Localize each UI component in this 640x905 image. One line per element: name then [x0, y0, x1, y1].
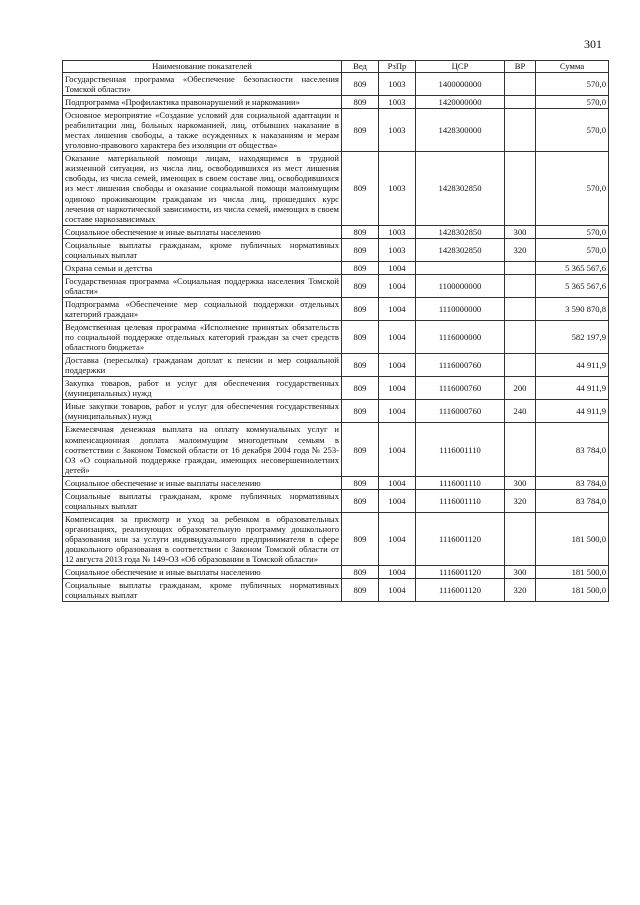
row-sum-cell: 5 365 567,6 — [536, 274, 609, 297]
row-csr-cell: 1428302850 — [416, 225, 505, 238]
row-csr-cell: 1428302850 — [416, 238, 505, 261]
row-ved-cell: 809 — [342, 377, 379, 400]
row-ved-cell: 809 — [342, 579, 379, 602]
row-sum-cell: 181 500,0 — [536, 566, 609, 579]
row-csr-cell: 1116000760 — [416, 400, 505, 423]
row-ved-cell: 809 — [342, 354, 379, 377]
row-vr-cell: 320 — [505, 579, 536, 602]
row-sum-cell: 570,0 — [536, 238, 609, 261]
table-row — [63, 579, 609, 602]
row-csr-cell: 1116000760 — [416, 377, 505, 400]
page-number: 301 — [584, 37, 602, 51]
row-csr-cell: 1110000000 — [416, 297, 505, 320]
budget-table — [62, 60, 609, 602]
table-row — [63, 261, 609, 274]
row-name-cell: Социальное обеспечение и иные выплаты населению — [63, 566, 342, 579]
row-name-cell: Подпрограмма «Профилактика правонарушений и наркомании» — [63, 96, 342, 109]
table-row — [63, 109, 609, 152]
row-rzpr-cell: 1003 — [379, 73, 416, 96]
row-ved-cell: 809 — [342, 400, 379, 423]
table-row — [63, 489, 609, 512]
row-name-cell: Иные закупки товаров, работ и услуг для обеспечения государственных (муниципальных) нужд — [63, 400, 342, 423]
row-ved-cell: 809 — [342, 109, 379, 152]
table-row — [63, 321, 609, 354]
row-vr-cell: 300 — [505, 566, 536, 579]
row-rzpr-cell: 1004 — [379, 261, 416, 274]
row-ved-cell: 809 — [342, 489, 379, 512]
row-name-cell: Государственная программа «Социальная поддержка населения Томской области» — [63, 274, 342, 297]
row-ved-cell: 809 — [342, 152, 379, 225]
row-sum-cell: 570,0 — [536, 225, 609, 238]
table-row — [63, 354, 609, 377]
row-name-cell: Социальные выплаты гражданам, кроме публичных нормативных социальных выплат — [63, 489, 342, 512]
table-header-row — [63, 61, 609, 73]
table-row — [63, 152, 609, 225]
row-sum-cell: 83 784,0 — [536, 423, 609, 476]
row-ved-cell: 809 — [342, 512, 379, 565]
row-csr-cell: 1116001110 — [416, 423, 505, 476]
table-row — [63, 476, 609, 489]
row-csr-cell — [416, 261, 505, 274]
row-vr-cell — [505, 109, 536, 152]
row-name-cell: Охрана семьи и детства — [63, 261, 342, 274]
table-row — [63, 274, 609, 297]
row-vr-cell — [505, 152, 536, 225]
row-vr-cell — [505, 512, 536, 565]
row-csr-cell: 1116001120 — [416, 579, 505, 602]
row-rzpr-cell: 1004 — [379, 321, 416, 354]
row-name-cell: Доставка (пересылка) гражданам доплат к пенсии и мер социальной поддержки — [63, 354, 342, 377]
row-vr-cell: 300 — [505, 476, 536, 489]
row-sum-cell: 5 365 567,6 — [536, 261, 609, 274]
row-vr-cell — [505, 96, 536, 109]
table-row — [63, 96, 609, 109]
column-header-sum: Сумма — [536, 61, 609, 73]
row-vr-cell: 320 — [505, 238, 536, 261]
row-vr-cell: 240 — [505, 400, 536, 423]
row-csr-cell: 1116001120 — [416, 512, 505, 565]
row-name-cell: Государственная программа «Обеспечение безопасности населения Томской области» — [63, 73, 342, 96]
row-vr-cell: 300 — [505, 225, 536, 238]
row-ved-cell: 809 — [342, 96, 379, 109]
row-name-cell: Ведомственная целевая программа «Исполнение принятых обязательств по социальной поддержке отдельных категорий граждан за счет средств областного бюджета» — [63, 321, 342, 354]
row-sum-cell: 3 590 870,8 — [536, 297, 609, 320]
row-csr-cell: 1428302850 — [416, 152, 505, 225]
table-row — [63, 566, 609, 579]
row-name-cell: Основное мероприятие «Создание условий для социальной адаптации и реабилитации лиц, больных наркоманией, лиц, отбывших наказание в местах лишения свободы, а также осужденных к наказаниям и мерам уголовно-правового характера без изоляции от общества» — [63, 109, 342, 152]
row-ved-cell: 809 — [342, 274, 379, 297]
row-sum-cell: 570,0 — [536, 73, 609, 96]
row-rzpr-cell: 1004 — [379, 579, 416, 602]
column-header-ved: Вед — [342, 61, 379, 73]
row-ved-cell: 809 — [342, 321, 379, 354]
table-row — [63, 377, 609, 400]
row-ved-cell: 809 — [342, 566, 379, 579]
row-rzpr-cell: 1003 — [379, 225, 416, 238]
row-ved-cell: 809 — [342, 423, 379, 476]
row-rzpr-cell: 1004 — [379, 423, 416, 476]
row-name-cell: Социальное обеспечение и иные выплаты населению — [63, 476, 342, 489]
row-rzpr-cell: 1004 — [379, 354, 416, 377]
row-ved-cell: 809 — [342, 225, 379, 238]
row-rzpr-cell: 1004 — [379, 476, 416, 489]
row-rzpr-cell: 1003 — [379, 109, 416, 152]
row-rzpr-cell: 1004 — [379, 297, 416, 320]
table-row — [63, 297, 609, 320]
row-name-cell: Компенсация за присмотр и уход за ребенком в образовательных организациях, реализующих образовательную программу дошкольного образования или за услуги индивидуального предпринимателя в сфере дошкольного образования в соответствии с Законом Томской области от 12 августа 2013 года № 149-ОЗ «Об образовании в Томской области» — [63, 512, 342, 565]
row-vr-cell — [505, 297, 536, 320]
row-name-cell: Социальное обеспечение и иные выплаты населению — [63, 225, 342, 238]
table-row — [63, 400, 609, 423]
row-sum-cell: 44 911,9 — [536, 377, 609, 400]
row-vr-cell — [505, 274, 536, 297]
row-sum-cell: 570,0 — [536, 109, 609, 152]
row-name-cell: Социальные выплаты гражданам, кроме публичных нормативных социальных выплат — [63, 579, 342, 602]
row-vr-cell — [505, 73, 536, 96]
row-rzpr-cell: 1004 — [379, 566, 416, 579]
row-csr-cell: 1116000760 — [416, 354, 505, 377]
table-row — [63, 225, 609, 238]
row-ved-cell: 809 — [342, 261, 379, 274]
table-row — [63, 73, 609, 96]
row-rzpr-cell: 1004 — [379, 274, 416, 297]
row-csr-cell: 1420000000 — [416, 96, 505, 109]
row-rzpr-cell: 1004 — [379, 377, 416, 400]
row-csr-cell: 1116000000 — [416, 321, 505, 354]
row-sum-cell: 44 911,9 — [536, 400, 609, 423]
row-csr-cell: 1116001120 — [416, 566, 505, 579]
row-rzpr-cell: 1004 — [379, 400, 416, 423]
row-ved-cell: 809 — [342, 297, 379, 320]
row-rzpr-cell: 1003 — [379, 96, 416, 109]
row-csr-cell: 1100000000 — [416, 274, 505, 297]
row-ved-cell: 809 — [342, 73, 379, 96]
row-name-cell: Подпрограмма «Обеспечение мер социальной поддержки отдельных категорий граждан» — [63, 297, 342, 320]
row-name-cell: Ежемесячная денежная выплата на оплату коммунальных услуг и компенсационная доплата малоимущим многодетным семьям в соответствии с Законом Томской области от 16 декабря 2004 года № 253-ОЗ «О социальной поддержке граждан, имеющих несовершеннолетних детей» — [63, 423, 342, 476]
column-header-vr: ВР — [505, 61, 536, 73]
row-vr-cell — [505, 321, 536, 354]
row-vr-cell: 200 — [505, 377, 536, 400]
row-ved-cell: 809 — [342, 476, 379, 489]
row-name-cell: Закупка товаров, работ и услуг для обеспечения государственных (муниципальных) нужд — [63, 377, 342, 400]
row-name-cell: Оказание материальной помощи лицам, находящимся в трудной жизненной ситуации, из числа лиц, освободившихся из мест лишения свободы, из числа семей, имеющих в своем составе лиц, освободившихся из мест лишения свободы и оказание социальной помощи малоимущим одиноко проживающим гражданам из числа лиц, прошедших курс лечения от наркотической зависимости, из числа семей, имеющих в своем составе наркозависимых — [63, 152, 342, 225]
row-csr-cell: 1428300000 — [416, 109, 505, 152]
row-sum-cell: 181 500,0 — [536, 579, 609, 602]
row-rzpr-cell: 1003 — [379, 152, 416, 225]
row-vr-cell — [505, 354, 536, 377]
table-row — [63, 238, 609, 261]
row-rzpr-cell: 1004 — [379, 512, 416, 565]
table-row — [63, 423, 609, 476]
column-header-csr: ЦСР — [416, 61, 505, 73]
row-ved-cell: 809 — [342, 238, 379, 261]
row-sum-cell: 44 911,9 — [536, 354, 609, 377]
row-sum-cell: 582 197,9 — [536, 321, 609, 354]
table-row — [63, 512, 609, 565]
row-sum-cell: 570,0 — [536, 152, 609, 225]
row-name-cell: Социальные выплаты гражданам, кроме публичных нормативных социальных выплат — [63, 238, 342, 261]
row-vr-cell — [505, 261, 536, 274]
row-sum-cell: 83 784,0 — [536, 489, 609, 512]
row-sum-cell: 181 500,0 — [536, 512, 609, 565]
row-vr-cell — [505, 423, 536, 476]
row-vr-cell: 320 — [505, 489, 536, 512]
row-sum-cell: 83 784,0 — [536, 476, 609, 489]
row-csr-cell: 1116001110 — [416, 476, 505, 489]
row-rzpr-cell: 1004 — [379, 489, 416, 512]
row-csr-cell: 1116001110 — [416, 489, 505, 512]
row-rzpr-cell: 1003 — [379, 238, 416, 261]
column-header-name: Наименование показателей — [63, 61, 342, 73]
row-csr-cell: 1400000000 — [416, 73, 505, 96]
column-header-rzpr: РзПр — [379, 61, 416, 73]
row-sum-cell: 570,0 — [536, 96, 609, 109]
